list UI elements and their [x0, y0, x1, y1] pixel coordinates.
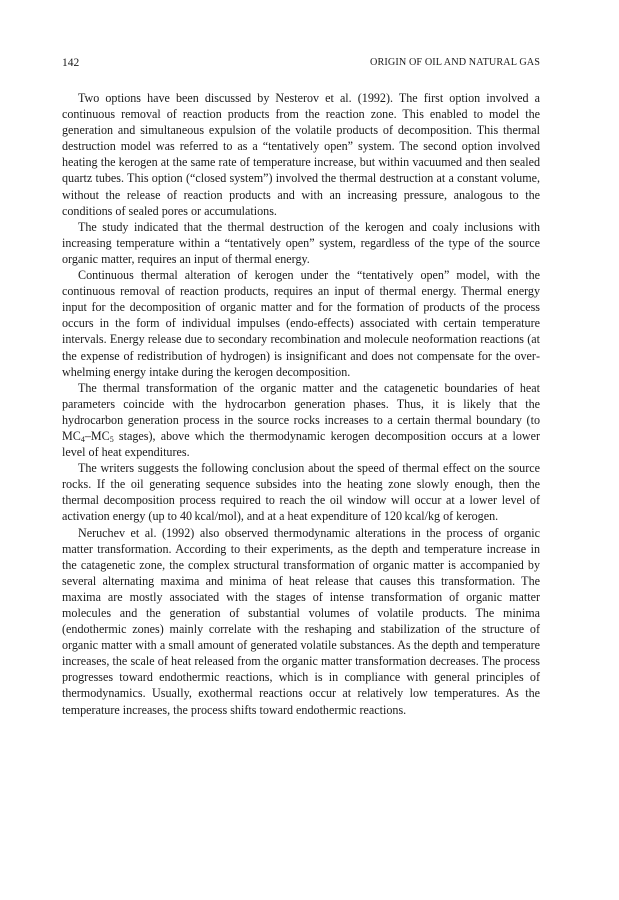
paragraph-thermal-boundaries-text: The thermal transformation of the organic matter and the catagenetic boundaries of heat parameters coincide with the hydrocarbon generation phases. Thus, it is likely that the hydrocarbon generation process in the source rocks increases to a certain thermal boundary (to MC [62, 380, 540, 443]
body-text [62, 90, 540, 718]
paragraph-thermal-boundaries-tail: stages), above which the thermodynamic kerogen decomposition occurs at a lower level of heat expenditures. [62, 428, 540, 460]
paragraph-continuous-alteration: Continuous thermal alteration of kerogen under the “tentatively open” model, with the continuous removal of reaction products, requires an input of thermal energy. Thermal energy input for the decomposition of organic matter and for the formation of products of the process occurs in the form of individual impulses (endo-effects) associated with certain temperature intervals. Energy release due to secondary recombination and molecule neoformation reactions (at the expense of redistribution of hydrogen) is insignificant and does not compensate for the overwhelming energy intake during the kerogen decomposition. [62, 268, 540, 379]
paragraph-neruchev-observations: Neruchev et al. (1992) also observed thermodynamic alterations in the process of organic matter transformation. According to their experiments, as the depth and temperature increase in the catagenetic zone, the complex structural transformation of organic matter is accompanied by several alternating maxima and minima of heat release that causes this transformation. The maxima are mostly associated with the stages of intense transformation of organic matter molecules and the generation of substantial volumes of volatile products. The minima (endothermic zones) mainly correlate with the reshaping and stabilization of the structure of organic matter with a small amount of generated volatile substances. As the depth and temperature increases, the scale of heat released from the organic matter transformation decreases. The process progresses toward endothermic reactions, which is in compliance with general principles of thermodynamics. Usually, exothermal reactions occur at relatively low temperatures. As the temperature increases, the process shifts toward endothermic reactions. [62, 525, 540, 717]
dash-mc: –MC [84, 428, 110, 443]
running-title: ORIGIN OF OIL AND NATURAL GAS [370, 57, 540, 68]
paragraph-nesterov-options: Two options have been discussed by Nesterov et al. (1992). The first option involved a continuous removal of reaction products from the reaction zone. This enabled to model the generation and simultaneous expulsion of the volatile products of decomposition. This thermal destruction model was referred to as a “tentatively open” system. The second option involved heating the kerogen at the same rate of temperature increase, but within vacuumed and then sealed quartz tubes. This option (“closed system”) involved the thermal destruction at a constant volume, without the release of reaction products and with an increasing pressure, analogous to the conditions of sealed pores or accumulations. [62, 91, 540, 218]
paragraph-study-results: The study indicated that the thermal destruction of the kerogen and coaly inclusions with increasing temperature within a “tentatively open” system, regardless of the type of the source organic matter, requires an input of thermal energy. [62, 219, 540, 266]
paragraph-writers-conclusion: The writers suggests the following conclusion about the speed of thermal effect on the source rocks. If the oil generating sequence subsides into the heating zone slowly enough, then the thermal decomposition process required to reach the oil window will occur at a lower level of activation energy (up to 40 kcal/mol), and at a heat expenditure of 120 kcal/kg of kerogen. [62, 461, 540, 524]
running-head [62, 55, 540, 71]
page-number: 142 [62, 57, 80, 69]
subscript-mc5: 5 [109, 434, 114, 444]
subscript-mc4: 4 [80, 434, 85, 444]
paragraph-thermal-boundaries [62, 380, 540, 460]
